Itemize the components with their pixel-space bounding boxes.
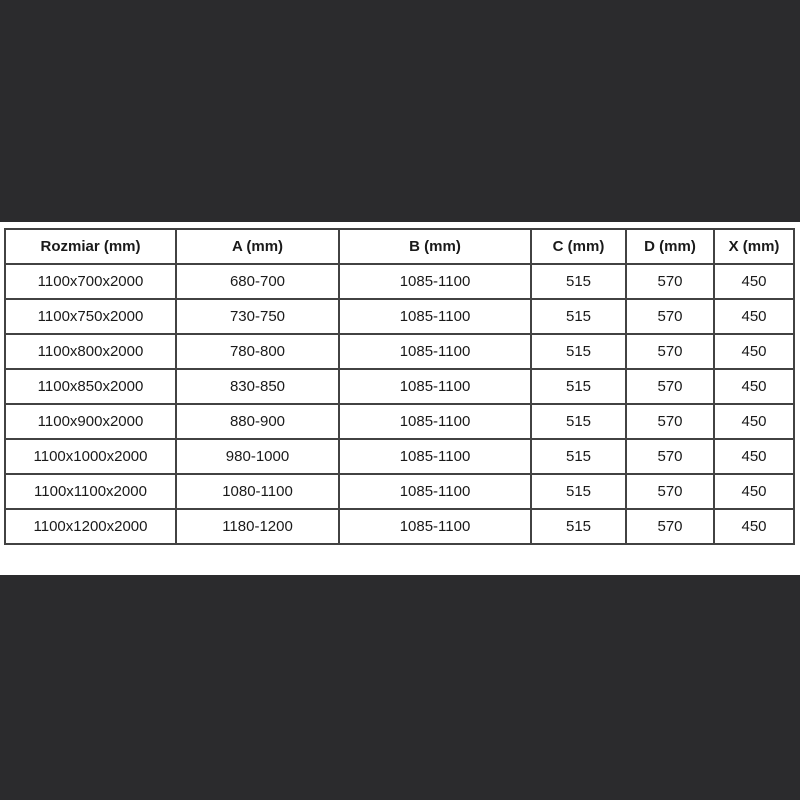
table-cell: 1085-1100	[339, 264, 531, 299]
table-cell: 830-850	[176, 369, 339, 404]
table-cell: 515	[531, 474, 626, 509]
table-cell: 1100x750x2000	[5, 299, 176, 334]
table-cell: 880-900	[176, 404, 339, 439]
table-row	[5, 509, 794, 544]
table-cell: 1085-1100	[339, 474, 531, 509]
table-cell: 1085-1100	[339, 404, 531, 439]
table-cell: 450	[714, 439, 794, 474]
table-cell: 1100x900x2000	[5, 404, 176, 439]
table-cell: 1100x1200x2000	[5, 509, 176, 544]
header-row	[5, 229, 794, 264]
table-cell: 450	[714, 369, 794, 404]
column-header-c: C (mm)	[531, 229, 626, 264]
table-cell: 570	[626, 264, 714, 299]
column-header-b: B (mm)	[339, 229, 531, 264]
table-cell: 1100x700x2000	[5, 264, 176, 299]
table-cell: 1100x800x2000	[5, 334, 176, 369]
column-header-a: A (mm)	[176, 229, 339, 264]
table-cell: 515	[531, 439, 626, 474]
table-cell: 1100x1000x2000	[5, 439, 176, 474]
table-cell: 450	[714, 334, 794, 369]
table-cell: 1085-1100	[339, 509, 531, 544]
table-cell: 570	[626, 299, 714, 334]
table-cell: 515	[531, 264, 626, 299]
table-cell: 1085-1100	[339, 299, 531, 334]
table-cell: 515	[531, 369, 626, 404]
table-cell: 1085-1100	[339, 439, 531, 474]
table-cell: 570	[626, 439, 714, 474]
table-header	[5, 229, 794, 264]
column-header-d: D (mm)	[626, 229, 714, 264]
table-cell: 1100x1100x2000	[5, 474, 176, 509]
table-cell: 570	[626, 404, 714, 439]
table-cell: 570	[626, 474, 714, 509]
table-cell: 1100x850x2000	[5, 369, 176, 404]
table-panel	[0, 222, 800, 575]
table-cell: 515	[531, 404, 626, 439]
table-cell: 515	[531, 299, 626, 334]
table-cell: 680-700	[176, 264, 339, 299]
table-row	[5, 474, 794, 509]
table-cell: 450	[714, 474, 794, 509]
table-row	[5, 369, 794, 404]
table-cell: 780-800	[176, 334, 339, 369]
size-spec-table	[4, 228, 795, 545]
table-cell: 450	[714, 299, 794, 334]
table-cell: 450	[714, 509, 794, 544]
table-cell: 570	[626, 369, 714, 404]
table-row	[5, 334, 794, 369]
table-cell: 1085-1100	[339, 334, 531, 369]
table-cell: 730-750	[176, 299, 339, 334]
table-row	[5, 264, 794, 299]
table-cell: 980-1000	[176, 439, 339, 474]
table-cell: 1080-1100	[176, 474, 339, 509]
table-cell: 450	[714, 264, 794, 299]
table-row	[5, 404, 794, 439]
table-cell: 570	[626, 509, 714, 544]
table-body	[5, 264, 794, 544]
column-header-rozmiar: Rozmiar (mm)	[5, 229, 176, 264]
table-cell: 515	[531, 509, 626, 544]
table-cell: 1180-1200	[176, 509, 339, 544]
column-header-x: X (mm)	[714, 229, 794, 264]
table-cell: 570	[626, 334, 714, 369]
table-cell: 1085-1100	[339, 369, 531, 404]
table-cell: 515	[531, 334, 626, 369]
table-row	[5, 299, 794, 334]
table-cell: 450	[714, 404, 794, 439]
table-row	[5, 439, 794, 474]
